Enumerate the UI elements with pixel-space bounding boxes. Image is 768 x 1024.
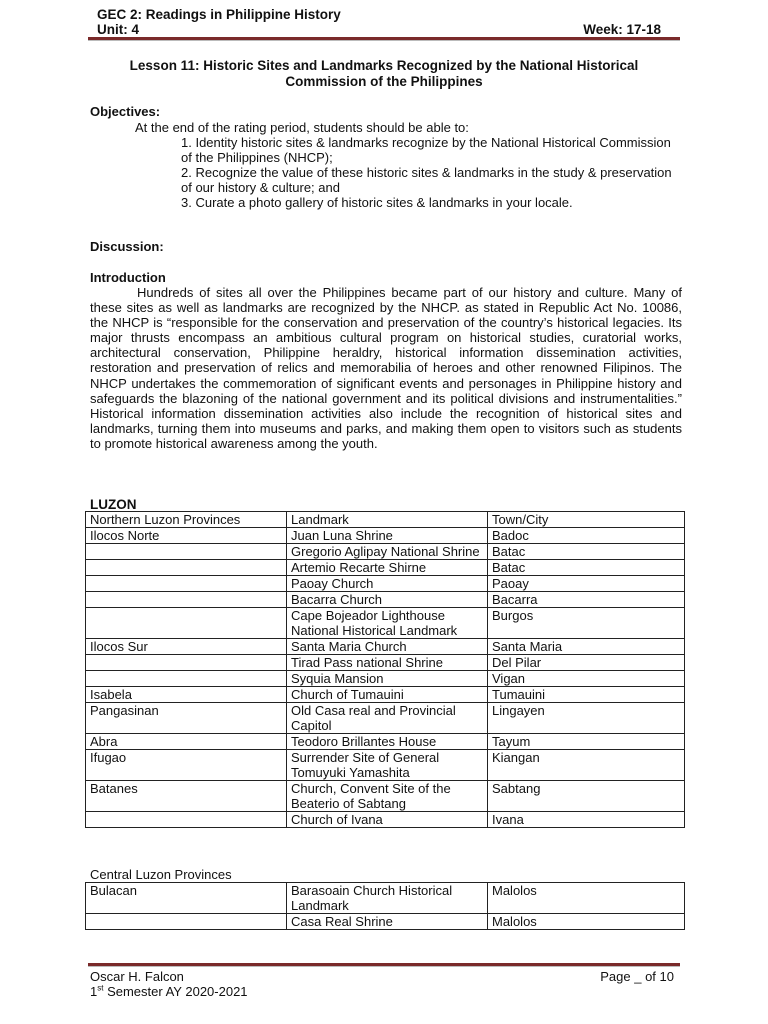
table-row xyxy=(86,592,685,608)
page-header xyxy=(97,7,683,37)
province-cell xyxy=(86,608,287,639)
province-cell xyxy=(86,592,287,608)
table-row xyxy=(86,655,685,671)
town-cell: Paoay xyxy=(488,576,685,592)
province-cell xyxy=(86,671,287,687)
discussion-heading: Discussion: xyxy=(90,239,164,254)
province-cell: Pangasinan xyxy=(86,703,287,734)
landmark-cell: Gregorio Aglipay National Shrine xyxy=(287,544,488,560)
page-number: Page _ of 10 xyxy=(600,969,674,984)
central-luzon-heading: Central Luzon Provinces xyxy=(90,867,232,882)
table-row xyxy=(86,608,685,639)
table-row xyxy=(86,544,685,560)
table-row xyxy=(86,528,685,544)
column-header: Northern Luzon Provinces xyxy=(86,512,287,528)
landmark-cell: Barasoain Church Historical Landmark xyxy=(287,883,488,914)
table-row xyxy=(86,639,685,655)
table-row xyxy=(86,576,685,592)
town-cell: Batac xyxy=(488,560,685,576)
course-title: GEC 2: Readings in Philippine History xyxy=(97,7,341,22)
landmark-cell: Casa Real Shrine xyxy=(287,914,488,930)
province-cell: Ilocos Norte xyxy=(86,528,287,544)
table-row xyxy=(86,781,685,812)
town-cell: Batac xyxy=(488,544,685,560)
province-cell: Abra xyxy=(86,734,287,750)
lesson-title: Lesson 11: Historic Sites and Landmarks Recognized by the National Historical Commission of the Philippines xyxy=(129,58,639,89)
landmark-cell: Church of Ivana xyxy=(287,812,488,828)
objective-item: 2. Recognize the value of these historic sites & landmarks in the study & preservation of our history & culture; and xyxy=(181,165,672,195)
landmark-cell: Old Casa real and Provincial Capitol xyxy=(287,703,488,734)
semester-text: Semester AY 2020-2021 xyxy=(103,984,248,999)
table-row xyxy=(86,560,685,576)
province-cell xyxy=(86,655,287,671)
landmark-cell: Surrender Site of General Tomuyuki Yamashita xyxy=(287,750,488,781)
town-cell: Burgos xyxy=(488,608,685,639)
town-cell: Badoc xyxy=(488,528,685,544)
town-cell: Lingayen xyxy=(488,703,685,734)
unit-label: Unit: 4 xyxy=(97,22,139,37)
province-cell xyxy=(86,812,287,828)
introduction-paragraph xyxy=(90,285,682,451)
header-rule xyxy=(88,37,680,41)
town-cell: Tumauini xyxy=(488,687,685,703)
province-cell: Bulacan xyxy=(86,883,287,914)
landmark-cell: Church of Tumauini xyxy=(287,687,488,703)
province-cell: Ilocos Sur xyxy=(86,639,287,655)
town-cell: Vigan xyxy=(488,671,685,687)
objective-item: 1. Identity historic sites & landmarks recognize by the National Historical Commission of the Philippines (NHCP); xyxy=(181,135,671,165)
province-cell xyxy=(86,576,287,592)
table-row xyxy=(86,812,685,828)
page-footer xyxy=(90,969,676,999)
table-row xyxy=(86,734,685,750)
semester-suffix: st xyxy=(97,983,104,993)
table-row xyxy=(86,687,685,703)
town-cell: Sabtang xyxy=(488,781,685,812)
objective-item: 3. Curate a photo gallery of historic sites & landmarks in your locale. xyxy=(181,195,573,210)
landmark-cell: Juan Luna Shrine xyxy=(287,528,488,544)
landmark-cell: Santa Maria Church xyxy=(287,639,488,655)
objectives-intro: At the end of the rating period, students should be able to: xyxy=(135,120,469,135)
luzon-heading: LUZON xyxy=(90,497,137,512)
landmark-cell: Tirad Pass national Shrine xyxy=(287,655,488,671)
table-row xyxy=(86,914,685,930)
province-cell xyxy=(86,914,287,930)
author-name: Oscar H. Falcon xyxy=(90,969,184,984)
column-header: Town/City xyxy=(488,512,685,528)
landmark-cell: Bacarra Church xyxy=(287,592,488,608)
table-row xyxy=(86,671,685,687)
introduction-heading: Introduction xyxy=(90,270,166,285)
province-cell: Batanes xyxy=(86,781,287,812)
province-cell xyxy=(86,544,287,560)
landmark-cell: Syquia Mansion xyxy=(287,671,488,687)
town-cell: Tayum xyxy=(488,734,685,750)
town-cell: Malolos xyxy=(488,914,685,930)
header-unit-line xyxy=(97,22,683,37)
province-cell: Ifugao xyxy=(86,750,287,781)
central-luzon-table xyxy=(85,882,685,930)
footer-rule xyxy=(88,963,680,967)
town-cell: Del Pilar xyxy=(488,655,685,671)
week-label: Week: 17-18 xyxy=(583,22,661,37)
table-header-row xyxy=(86,512,685,528)
semester-label xyxy=(90,984,676,999)
table-row xyxy=(86,883,685,914)
table-row xyxy=(86,703,685,734)
province-cell: Isabela xyxy=(86,687,287,703)
column-header: Landmark xyxy=(287,512,488,528)
province-cell xyxy=(86,560,287,576)
objectives-list xyxy=(181,135,681,210)
landmark-cell: Paoay Church xyxy=(287,576,488,592)
town-cell: Malolos xyxy=(488,883,685,914)
landmark-cell: Cape Bojeador Lighthouse National Historical Landmark xyxy=(287,608,488,639)
town-cell: Ivana xyxy=(488,812,685,828)
landmark-cell: Teodoro Brillantes House xyxy=(287,734,488,750)
town-cell: Kiangan xyxy=(488,750,685,781)
northern-luzon-table xyxy=(85,511,685,828)
landmark-cell: Church, Convent Site of the Beaterio of Sabtang xyxy=(287,781,488,812)
semester-number: 1 xyxy=(90,984,98,999)
introduction-text: Hundreds of sites all over the Philippines became part of our history and culture. Many of these sites as well as landmarks are recognized by the NHCP. as stated in Republic Act No. 10086, the NHCP is “responsible for the conservation and preservation of the country’s historical legacies. Its major thrusts encompass an ambitious cultural program on historical studies, curatorial works, architectural conservation, Philippine heraldry, historical information dissemination activities, restoration and preservation of relics and memorabilia of heroes and other renowned Filipinos. The NHCP undertakes the commemoration of significant events and personages in Philippine history and safeguards the blazoning of the national government and its political divisions and instrumentalities.” Historical information dissemination activities also include the recognition of historical sites and landmarks, turning them into museums and parks, and making them open to visitors such as students to promote historical awareness among the youth. xyxy=(90,285,682,451)
landmark-cell: Artemio Recarte Shirne xyxy=(287,560,488,576)
table-row xyxy=(86,750,685,781)
header-course-line xyxy=(97,7,683,22)
town-cell: Bacarra xyxy=(488,592,685,608)
objectives-heading: Objectives: xyxy=(90,104,161,119)
town-cell: Santa Maria xyxy=(488,639,685,655)
